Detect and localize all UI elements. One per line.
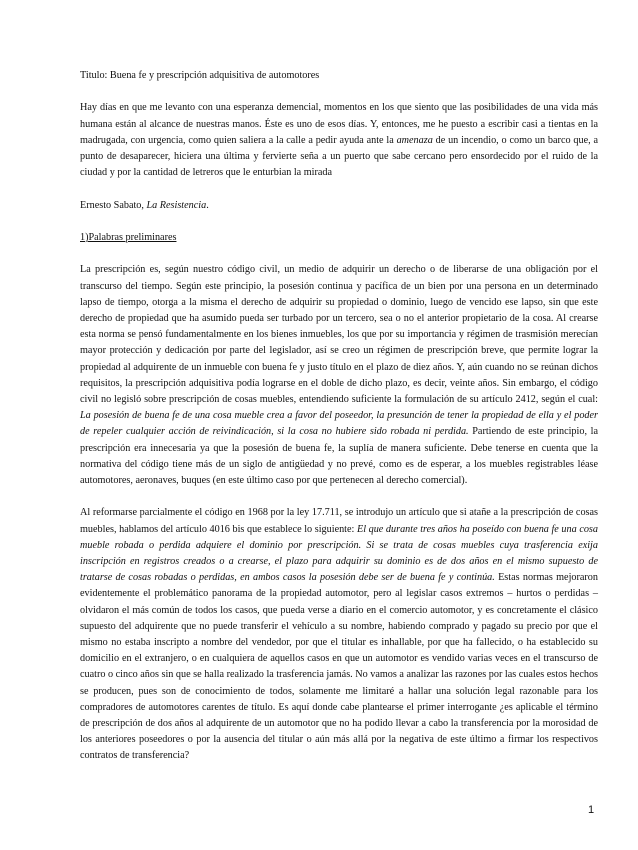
page-number: 1 [588, 804, 595, 816]
italic-text: La posesión de buena fe de una cosa mueble crea a favor del poseedor, la presunción de tener la propiedad de ella y el poder de repeler cualquier acción de reivindicación, si la cosa no hubiere sido robada ni perdida. [80, 410, 598, 438]
document-title: Titulo: Buena fe y prescripción adquisitiva de automotores [80, 70, 320, 81]
document-page [80, 68, 598, 781]
italic-text: amenaza [396, 134, 433, 146]
text-run: Al reformarse parcialmente el código en 1968 por la ley 17.711, se introdujo un artículo que si atañe a la prescripción de cosas muebles, hablamos del artículo 4016 bis que establece lo siguiente: [80, 507, 598, 535]
body-paragraph-2 [80, 505, 598, 764]
text-run: La prescripción es, según nuestro código civil, un medio de adquirir un derecho o de liberarse de una obligación por el transcurso del tiempo. Según este principio, la posesión continua y pacífica de un bien por una persona en un determinado lapso de tiempo, otorga a la misma el derecho de adquirir su propiedad o dominio, luego de vencido ese lapso, sin que este derecho de propiedad que ha asumido pueda ser turbado por un tercero, sea o no el anterior propietario de la cosa. Al crearse esta norma se pensó fundamentalmente en los bienes inmuebles, los que por su importancia y régimen de trasmisión merecían mayor protección y dedicación por parte del legislador, así se creo un régimen de prescripción breve, que permite lograr la propiedad al adquirente de un inmueble con buena fe y justo título en el plazo de diez años. Y, aún cuando no se reúnan dichos requisitos, la prescripción adquisitiva podía lograrse en el doble de dicho plazo, es decir, veinte años. Sin embargo, el código civil no legisló sobre prescripción de cosas muebles, entendiendo suficiente la formulación de su artículo 2412, según el cual: [80, 264, 598, 405]
epigraph-attribution [80, 198, 598, 214]
text-run: Ernesto Sabato, [80, 199, 147, 211]
text-run: Estas normas mejoraron evidentemente el problemático panorama de la propiedad automotor, pero al legislar casos extremos – hurtos o perdidas – olvidaron el más común de todos los casos, que pueda verse a diario en el comercio automotor, y es concretamente el clásico supuesto del adquirente que no puede transferir el vehículo a su nombre, habiendo comprado y pagado su precio por que el mismo no estaba inscripto a nombre del vendedor, por que el titular es inhallable, por que ha fallecido, o ha establecido su domicilio en el extranjero, o en cualquiera de aquellos casos en que un automotor es vendido varias veces en el transcurso de cuatro o cinco años sin que se halla realizado la trasferencia jamás. No vamos a analizar las razones por las cuales estos hechos se producen, pues son de conocimiento de todos, solamente me limitaré a hallar una solución legal razonable para los compradores de automotores carentes de título. Es aquí donde cabe plantearse el primer interrogante ¿es aplicable el término de prescripción de dos años al adquirente de un automotor que no ha podido llevar a cabo la transferencia por la morosidad de los anteriores poseedores o por la ausencia del titular o aún más allá por la negativa de este último a firmar los respectivos contratos de transferencia? [80, 572, 598, 762]
section-heading: 1)Palabras preliminares [80, 231, 177, 243]
text-run: Hay días en que me levanto con una esperanza demencial, momentos en los que siento que las posibilidades de una vida más humana están al alcance de nuestras manos. Éste es uno de esos días. Y, entonces, me he puesto a escribir casi a tientas en la madrugada, con urgencia, como quien saliera a la calle a pedir ayuda ante la [80, 102, 598, 146]
italic-text: La Resistencia [146, 199, 207, 211]
italic-text: El que durante tres años ha poseído con buena fe una cosa mueble robada o perdida adquiere el dominio por prescripción. Si se trata de cosas muebles cuya trasferencia exija inscripción en registros creados o a crearse, el plazo para adquirir su dominio es de dos años en el mismo supuesto de tratarse de cosas robadas o perdidas, en ambos casos la posesión debe ser de buena fe y continúa. [80, 523, 598, 584]
text-run: . [206, 199, 209, 211]
text-run: Partiendo de este principio, la prescripción era innecesaria ya que la posesión de buena fe, la suplía de manera suficiente. Debe tenerse en cuenta que la normativa del código tiene más de un siglo de antigüedad y no prevé, como es de esperar, a los muebles registrables léase automotores, aeronaves, buques (en este último caso por que pertenecen al derecho comercial). [80, 426, 598, 487]
epigraph-quote [80, 100, 598, 181]
body-paragraph-1 [80, 262, 598, 489]
text-run: de un incendio, o como un barco que, a punto de desaparecer, hiciera una última y fervierte seña a un puerto que sabe cercano pero ensordecido por el ruido de la ciudad y por la cantidad de letreros que le enturbian la mirada [80, 134, 598, 179]
